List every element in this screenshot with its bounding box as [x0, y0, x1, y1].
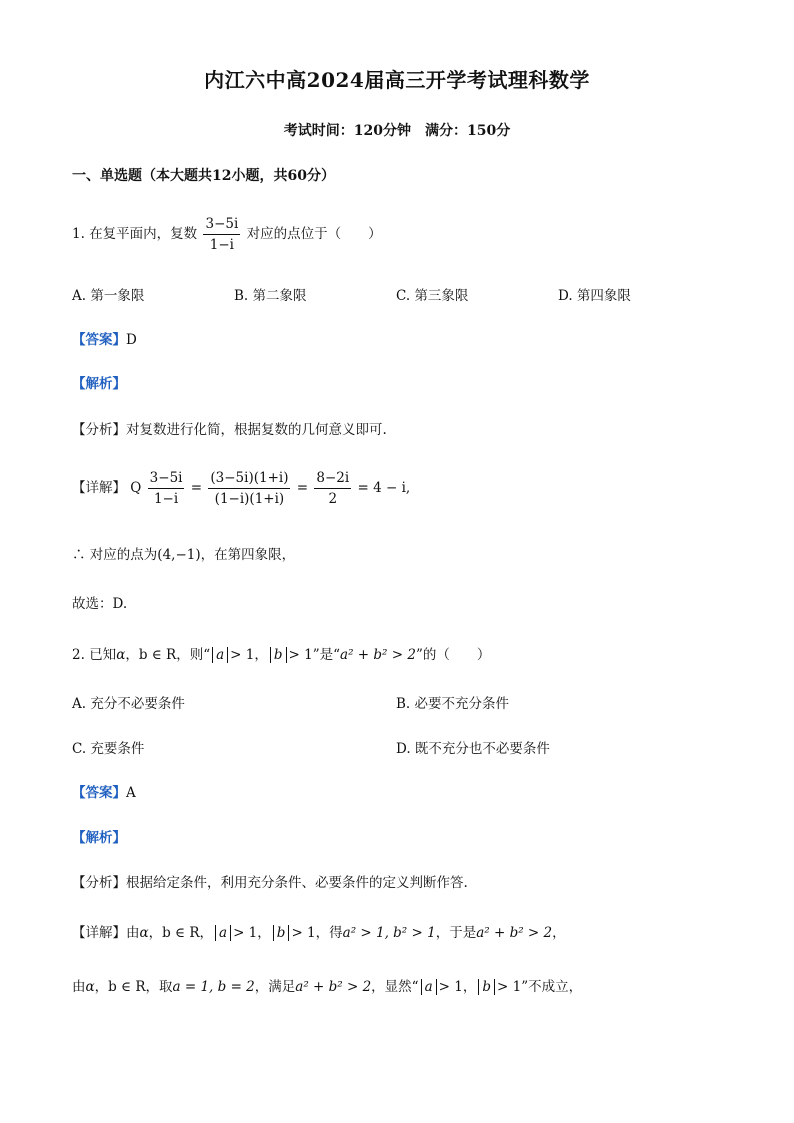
fenxi-tag: 【分析】 [72, 422, 126, 438]
inequality: > 1 [233, 925, 258, 941]
point-line [72, 545, 295, 565]
inequality: > 1 [230, 647, 255, 663]
option-d: D. 既不充分也不必要条件 [396, 741, 550, 757]
fenxi-text: 对复数进行化简，根据复数的几何意义即可. [126, 422, 387, 438]
text: ”的（ ） [415, 647, 491, 663]
set-b: b ∈ R [138, 647, 177, 663]
fenxi-line [72, 873, 468, 893]
numerator: 3−5i [148, 468, 185, 489]
fenxi-text: 根据给定条件，利用充分条件、必要条件的定义判断作答. [126, 875, 468, 891]
question-text: 在复平面内，复数 [89, 226, 198, 242]
answer-value: A [126, 785, 136, 801]
abs-a: a [215, 925, 231, 941]
equals-sign: = [190, 480, 203, 496]
question-2 [72, 645, 490, 665]
text: ，则“ [176, 647, 211, 663]
abs-a: a [421, 979, 437, 995]
question-text: 对应的点位于（ ） [246, 226, 382, 242]
text: ，在第四象限， [200, 547, 296, 563]
set-b: b ∈ R [162, 925, 200, 941]
text: ，显然“ [371, 979, 419, 995]
sum-condition: a² + b² > 2 [295, 979, 372, 995]
equals-sign: = [296, 480, 309, 496]
option-b: B. 必要不充分条件 [396, 696, 510, 712]
answer-line [72, 330, 137, 350]
detail-tag: 【详解】 [72, 480, 126, 496]
result: = 4 − i, [357, 480, 411, 496]
analysis-tag: 【解析】 [72, 376, 126, 392]
denominator: (1−i)(1+i) [214, 491, 285, 507]
answer-tag: 【答案】 [72, 785, 126, 801]
text: ， [552, 925, 566, 941]
text: ， [125, 647, 139, 663]
text: ， [254, 647, 268, 663]
inequality: > 1 [288, 647, 313, 663]
because-symbol: Q [130, 480, 142, 496]
var-alpha: α [139, 925, 149, 941]
select-line: 故选：D. [72, 596, 128, 612]
detail-line [72, 923, 566, 943]
answer-tag: 【答案】 [72, 332, 126, 348]
analysis-tag: 【解析】 [72, 830, 126, 846]
detail-line [72, 468, 410, 509]
text: ， [257, 925, 271, 941]
text: ， [94, 979, 109, 995]
numerator: 8−2i [314, 468, 351, 489]
denominator: 1−i [153, 491, 179, 507]
var-alpha: α [85, 979, 95, 995]
option-c: C. 充要条件 [72, 741, 145, 757]
inequality: > 1 [438, 979, 463, 995]
section-heading: 一、单选题（本大题共12小题，共60分） [72, 168, 335, 184]
analysis-heading [72, 374, 126, 394]
denominator: 2 [328, 491, 338, 507]
option-c: C. 第三象限 [396, 288, 469, 304]
squares: a² > 1, b² > 1 [342, 925, 436, 941]
set-b: b ∈ R [108, 979, 146, 995]
fenxi-tag: 【分析】 [72, 875, 126, 891]
option-a: A. 充分不必要条件 [72, 696, 185, 712]
text: 由 [126, 925, 140, 941]
inequality: > 1 [497, 979, 522, 995]
page-title: 内江六中高2024届高三开学考试理科数学 [204, 68, 590, 92]
fraction [203, 214, 240, 255]
answer-line [72, 783, 136, 803]
numerator: 3−5i [203, 214, 240, 235]
abs-b: b [270, 647, 287, 663]
fenxi-line [72, 420, 387, 440]
text: ，取 [145, 979, 173, 995]
question-1 [72, 214, 382, 255]
text: 由 [72, 979, 86, 995]
answer-value: D [126, 332, 137, 348]
text: 已知 [89, 647, 117, 663]
text: ，满足 [254, 979, 296, 995]
text: ，得 [315, 925, 343, 941]
numerator: (3−5i)(1+i) [208, 468, 290, 489]
question-number: 2. [72, 647, 85, 663]
text: ∴ 对应的点为 [72, 547, 158, 563]
point-coords: (4,−1) [157, 547, 201, 563]
values: a = 1, b = 2 [172, 979, 255, 995]
option-d: D. 第四象限 [558, 288, 631, 304]
abs-a: a [212, 647, 228, 663]
denominator: 1−i [209, 237, 234, 253]
option-a: A. 第一象限 [72, 288, 145, 304]
abs-b: b [273, 925, 290, 941]
analysis-heading [72, 828, 126, 848]
option-b: B. 第二象限 [234, 288, 307, 304]
var-alpha: α [116, 647, 126, 663]
fraction [208, 468, 290, 509]
condition: a² + b² > 2 [340, 647, 416, 663]
abs-b: b [478, 979, 495, 995]
text: ”不成立， [521, 979, 583, 995]
sum-condition: a² + b² > 2 [476, 925, 553, 941]
exam-info: 考试时间：120分钟 满分：150分 [283, 123, 511, 139]
text: ， [462, 979, 477, 995]
text: ”是“ [312, 647, 341, 663]
inequality: > 1 [291, 925, 316, 941]
text: ，于是 [435, 925, 477, 941]
fraction [148, 468, 185, 509]
text: ， [148, 925, 163, 941]
question-number: 1. [72, 226, 85, 242]
fraction [314, 468, 351, 509]
text: ， [199, 925, 214, 941]
detail-tag: 【详解】 [72, 925, 126, 941]
counterexample-line [72, 977, 582, 997]
